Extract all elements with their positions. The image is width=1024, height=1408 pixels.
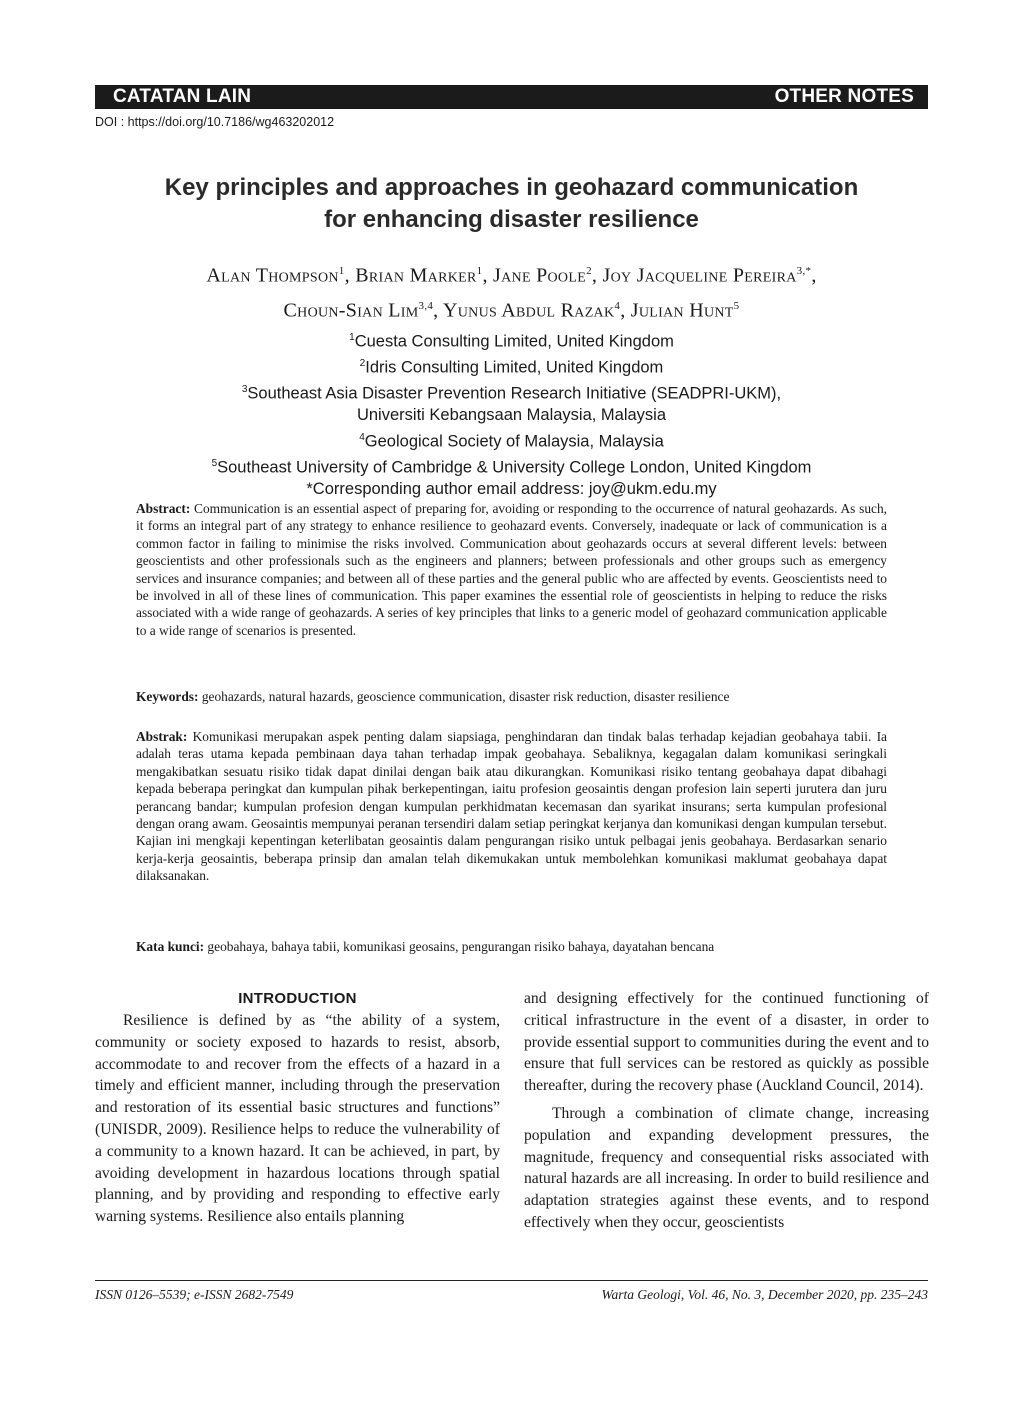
affiliation-line <box>95 427 928 453</box>
affiliation-line <box>95 405 928 427</box>
affiliation-sup: 2 <box>359 358 366 369</box>
body-column-right <box>524 988 929 1234</box>
affiliation-line <box>95 353 928 379</box>
kata-kunci-label: Kata kunci: <box>136 939 205 954</box>
author-affil-sup: 1 <box>476 265 483 277</box>
author-name: Joy Jacqueline Pereira <box>602 264 797 287</box>
author-line-2 <box>95 291 928 326</box>
affiliation-text: Cuesta Consulting Limited, United Kingdom <box>354 332 674 351</box>
affiliation-text: Southeast Asia Disaster Prevention Research Initiative (SEADPRI-UKM), <box>247 384 782 403</box>
affiliation-sup: 5 <box>211 457 218 469</box>
author-name: Yunus Abdul Razak <box>443 299 615 322</box>
author-name: Alan Thompson <box>206 264 339 287</box>
affiliation-text: *Corresponding author email address: joy@ukm.edu.my <box>306 479 717 498</box>
abstract-text: Communication is an essential aspect of preparing for, avoiding or responding to the occurrence of natural geohazards. As such, it forms an integral part of any strategy to enhance resilience to geohazard events. Conversely, inadequate or lack of communication is a common factor in failing to minimise the risks involved. Communication about geohazards occurs at several different levels: between geoscientists and other professionals such as the engineers and planners; between professionals and other groups such as emergency services and insurance companies; and between all of these parties and the general public who are affected by events. Geoscientists need to be involved in all of these lines of communication. This paper examines the essential role of geoscientists in helping to reduce the risks associated with a wide range of geohazards. A series of key principles that links to a generic model of geohazard communication applicable to a wide range of scenarios is presented. <box>136 501 887 638</box>
section-heading-introduction: INTRODUCTION <box>238 990 357 1007</box>
author-line-1 <box>95 256 928 291</box>
author-sep: , <box>344 264 356 287</box>
affiliation-list <box>95 327 928 500</box>
author-affil-sup: 4 <box>614 299 621 312</box>
author-sep: , <box>433 299 444 322</box>
footer-citation: Warta Geologi, Vol. 46, No. 3, December 2020, pp. 235–243 <box>601 1287 928 1302</box>
author-affil-sup: 5 <box>733 299 740 312</box>
keywords-label: Keywords: <box>136 689 199 704</box>
author-sep: , <box>620 299 631 322</box>
title-line-2: for enhancing disaster resilience <box>324 206 699 233</box>
corresponding-author <box>95 479 928 501</box>
body-paragraph: and designing effectively for the continued functioning of critical infrastructure in the event of a disaster, in order to provide essential support to communities during the event and to ensure that full services can be restored as quickly as possible thereafter, during the recovery phase (Auckland Council, 2014). <box>524 990 929 1095</box>
title-line-1: Key principles and approaches in geohazard communication <box>164 174 859 201</box>
affiliation-sup: 1 <box>349 332 355 343</box>
section-label-en: OTHER NOTES <box>774 86 914 107</box>
author-affil-sup: 1 <box>338 265 345 277</box>
affiliation-text: Universiti Kebangsaan Malaysia, Malaysia <box>356 406 667 424</box>
body-paragraph: Through a combination of climate change, increasing population and expanding development pressures, the magnitude, frequency and consequential risks associated with natural hazards are all increasing. In order to build resilience and adaptation strategies against these events, and to respond effectively when they occur, geoscientists <box>524 1104 929 1231</box>
abstract-malay <box>136 728 887 885</box>
author-affil-sup: 3,4 <box>418 299 434 312</box>
footer-divider <box>95 1280 928 1281</box>
keywords-english <box>136 688 887 705</box>
footer-issn: ISSN 0126–5539; e-ISSN 2682-7549 <box>95 1287 294 1302</box>
section-label-ms: CATATAN LAIN <box>113 86 252 107</box>
keywords-text: geohazards, natural hazards, geoscience communication, disaster risk reduction, disaster resilience <box>198 689 730 704</box>
author-name: Jane Poole <box>493 264 587 287</box>
affiliation-text: Idris Consulting Limited, United Kingdom <box>365 358 664 377</box>
abstract-english <box>136 500 887 639</box>
body-paragraph: Resilience is defined by as “the ability of a system, community or society exposed to hazards to resist, absorb, accommodate to and recover from the effects of a hazard in a timely and efficient manner, including through the preservation and restoration of its essential basic structures and functions” (UNISDR, 2009). Resilience helps to reduce the vulnerability of a community to a known hazard. It can be achieved, in part, by avoiding development in hazardous locations through spatial planning, and by providing and responding to effective early warning systems. Resilience also entails planning <box>95 1012 500 1226</box>
author-sep: , <box>482 264 494 287</box>
author-list <box>95 256 928 325</box>
body-column-left <box>95 988 500 1228</box>
author-name: Brian Marker <box>355 264 477 287</box>
affiliation-text: Geological Society of Malaysia, Malaysia <box>364 432 664 450</box>
affiliation-sup: 3 <box>241 384 248 395</box>
affiliation-line <box>95 327 928 353</box>
paper-title <box>95 172 928 236</box>
author-affil-sup: 2 <box>586 265 592 277</box>
author-name: Choun-Sian Lim <box>283 299 419 322</box>
kata-kunci-text: geobahaya, bahaya tabii, komunikasi geosains, pengurangan risiko bahaya, dayatahan bencana <box>204 939 715 954</box>
affiliation-text: Southeast University of Cambridge & University College London, United Kingdom <box>217 458 812 476</box>
doi-link[interactable]: DOI : https://doi.org/10.7186/wg463202012 <box>95 115 335 129</box>
keywords-malay <box>136 938 887 955</box>
author-name: Julian Hunt <box>630 299 734 322</box>
affiliation-line <box>95 453 928 479</box>
author-sep: , <box>811 264 817 287</box>
abstract-label: Abstract: <box>136 501 191 516</box>
abstrak-text: Komunikasi merupakan aspek penting dalam siapsiaga, penghindaran dan tindak balas terhadap kejadian geobahaya tabii. Ia adalah teras utama kepada pembinaan daya tahan terhadap impak geobahaya. Sebaliknya, kegagalan dalam komunikasi seringkali mengakibatkan sesuatu risiko tidak dapat dinilai dengan baik atau dikurangkan. Komunikasi risiko tentang geobahaya dapat dibahagi kepada beberapa peringkat dan kumpulan pihak berkepentingan, iaitu profesion geosaintis dengan profesion lain seperti jurutera dan juru perancang bandar; kumpulan profesion dengan kumpulan perkhidmatan kecemasan dan syarikat insurans; serta kumpulan profesional dengan orang awam. Geosaintis mempunyai peranan tersendiri dalam setiap peringkat kerjanya dan komunikasi dengan kumpulan tersebut. Kajian ini mengkaji kepentingan keterlibatan geosaintis dalam pengurangan risiko untuk pelbagai jenis geobahaya. Berdasarkan senario kerja-kerja geosaintis, beberapa prinsip dan amalan telah dikemukakan untuk membolehkan komunikasi maklumat geobahaya dapat dilaksanakan. <box>136 729 887 884</box>
affiliation-line <box>95 379 928 405</box>
section-banner <box>95 85 928 109</box>
author-sep: , <box>591 264 603 287</box>
affiliation-sup: 4 <box>359 431 365 443</box>
abstrak-label: Abstrak: <box>136 729 188 744</box>
author-affil-sup: 3,* <box>796 265 812 277</box>
